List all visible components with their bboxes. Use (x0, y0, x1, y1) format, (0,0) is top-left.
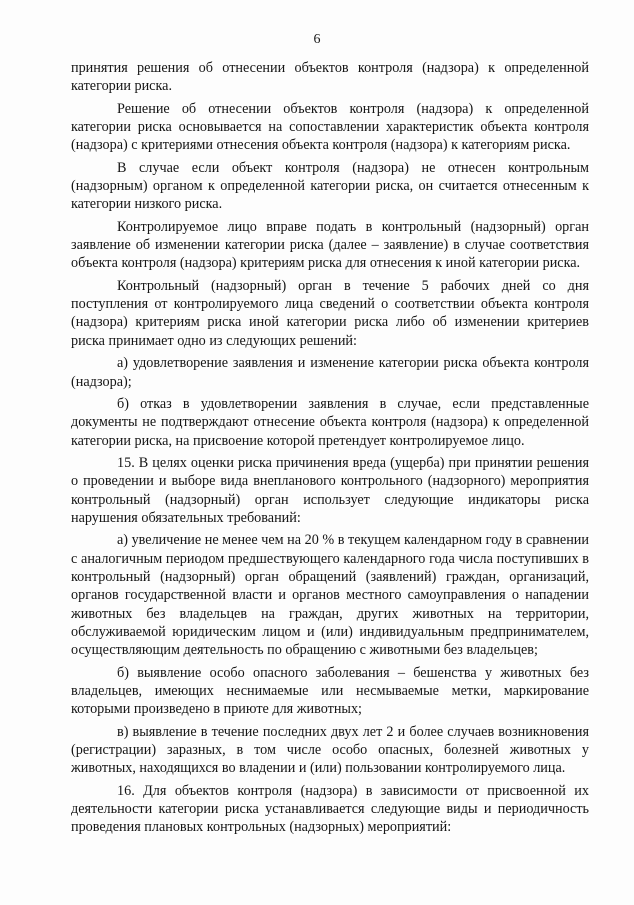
paragraph-indicator-a: а) увеличение не менее чем на 20 % в текущем календарном году в сравнении с аналогичным периодом предшествующего календарного года числа поступивших в контрольный (надзорный) орган обращений (заявлений) граждан, организаций, органов государственной власти и органов местного самоуправления о нападении животных без владельцев на граждан, других животных на территории, обслуживаемой юридическим лицом и (или) индивидуальным предпринимателем, осуществляющим деятельность по обращению с животными без владельцев; (71, 532, 589, 659)
paragraph-continuation: принятия решения об отнесении объектов контроля (надзора) к определенной категории риска. (71, 60, 589, 95)
paragraph-section-15: 15. В целях оценки риска причинения вреда (ущерба) при принятии решения о проведении и выборе вида внепланового контрольного (надзорного) мероприятия контрольный (надзорный) орган использует следующие индикаторы риска нарушения обязательных требований: (71, 454, 589, 526)
paragraph-low-risk-default: В случае если объект контроля (надзора) не отнесен контрольным (надзорным) органом к определенной категории риска, он считается отнесенным к категории низкого риска. (71, 159, 589, 213)
paragraph-section-16: 16. Для объектов контроля (надзора) в зависимости от присвоенной их деятельности категории риска устанавливается следующие виды и периодичность проведения плановых контрольных (надзорных) мероприятий: (71, 782, 589, 836)
paragraph-item-b-refusal: б) отказ в удовлетворении заявления в случае, если представленные документы не подтверждают отнесение объекта контроля (надзора) к определенной категории риска, на присвоение которой претендует контролируемое лицо. (71, 395, 589, 449)
paragraph-indicator-b: б) выявление особо опасного заболевания – бешенства у животных без владельцев, имеющих неснимаемые или несмываемые метки, маркирование которыми произведено в приюте для животных; (71, 664, 589, 718)
paragraph-indicator-c: в) выявление в течение последних двух лет 2 и более случаев возникновения (регистрации) заразных, в том числе особо опасных, болезней животных у животных, находящихся во владении и (или) пользовании контролируемого лица. (71, 723, 589, 777)
paragraph-change-application: Контролируемое лицо вправе подать в контрольный (надзорный) орган заявление об изменении категории риска (далее – заявление) в случае соответствия объекта контроля (надзора) критериям риска для отнесения к иной категории риска. (71, 218, 589, 272)
paragraph-five-days-decision: Контрольный (надзорный) орган в течение 5 рабочих дней со дня поступления от контролируемого лица сведений о соответствии объекта контроля (надзора) критериям риска иной категории риска либо об изменении критериев риска принимает одно из следующих решений: (71, 277, 589, 349)
paragraph-item-a-approval: а) удовлетворение заявления и изменение категории риска объекта контроля (надзора); (71, 355, 589, 390)
paragraph-risk-decision-basis: Решение об отнесении объектов контроля (надзора) к определенной категории риска основывается на сопоставлении характеристик объекта контроля (надзора) с критериями отнесения объекта контроля (надзора) к категориям риска. (71, 100, 589, 154)
page-number: 6 (313, 32, 321, 47)
document-body (71, 59, 589, 837)
